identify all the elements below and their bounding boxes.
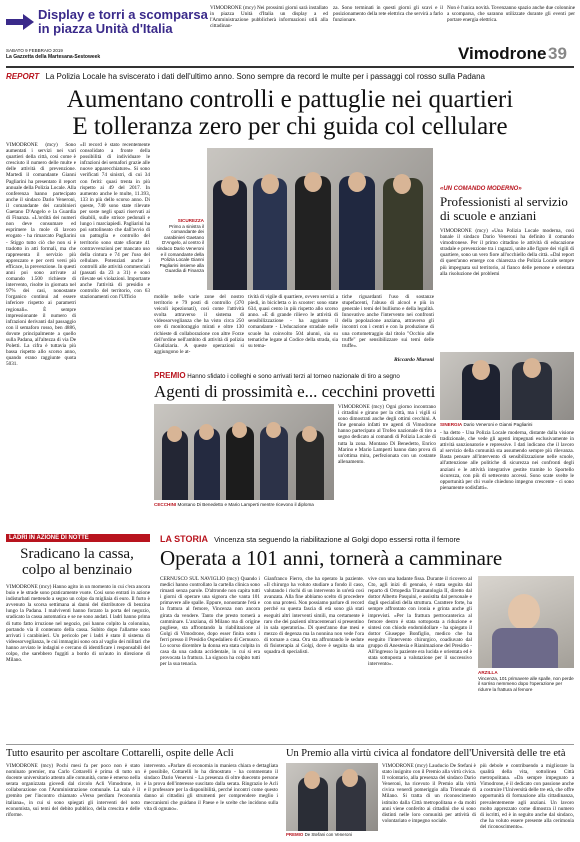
side-title[interactable]: Professionisti al servizio di scuole e anziani [440,194,568,223]
report-title-line-1: Aumentano controlli e pattuglie nei quartieri [66,86,514,113]
side-caption-text: Dario Veneroni e Gianni Pagliarini [463,422,533,427]
storia-kicker [160,534,574,545]
section-name[interactable]: Vimodrone [458,44,547,63]
issue-date: SABATO 9 FEBBRAIO 2019 [6,48,63,53]
masthead-rule [6,66,574,68]
premio-kicker [154,372,436,381]
teaser-body-3: Non è l'unica novità. Tovenzanno spazio anche due colonnine a scomparsa, che saranno utilizzate durante gli eventi per portare energia elettrica. [447,5,575,24]
report-caption-text: Primo a sinistra il comandante dei carabinieri Gaetano D'Angelo, al centro il sindaco Dario Veneroni e il comandante della Polizia Locale Gianni Pagliarini insieme alla Guardia di Finanza [156,223,204,274]
teaser-body-2: za. Sono terminati in questi giorni gli scavi e il posizionamento della rete elettrica che servirà a farlo funzionare. [333,5,443,24]
premio-kicker-label: PREMIO [154,371,186,380]
teaser-arrow-icon [6,14,34,30]
report-body-col5: tiche riguardanti l'uso di sostanze stupefacenti, l'abuso di alcool e più in generale i temi del bullismo e della legalità. Innovativo anche l'intervento nei confronti della popolazione anziana, attraverso gli incontri con i centri e con la produzione di una cortometraggio dal titolo "Occhio alle truffe" per sensibilizzare sui temi delle truffe». [342,294,434,349]
premio-caption-text: Montano Di Benedetto e Mario Lamperti mentre ricevono il diploma [177,502,314,507]
premio2-photo-caption [286,832,378,837]
premio-caption-title: CECCHINI [154,502,177,507]
storia-kicker-label: LA STORIA [160,534,209,544]
storia-photo [478,576,574,668]
storia-body-col2: Gianfranco Fierro, che ha operato la paziente. «Il chirurgo ha voluto studiare a fondo il caso, valutando i rischi di un intervento in un'età così avanzata. Alla fine abbiamo scelto di procedere con una protesi. Non possiamo parlare di record perché su questa fascia di età sono già stati eseguiti altri interventi simili, ma certamente è raro che dei pazienti ultracentenari si presentino in sala operatoria». Di quest'anno due mesi e mezzo di degenza ma la nonnina non vede l'ora di tornare a casa. Ora sta affrontando le sedute di fisioterapia al Golgi, dove è seguita da una squadra di specialisti. [264,576,364,656]
ladri-body: VIMODRONE (mcy) Hanno agito in un momento in cui c'era ancora buio e le strade sono praticamente vuote. Così sono entrati in azione indisturbati mettendo a segno un colpo da migliaia di euro. Il furto è avvenuto la scorsa settimana ai danni del distributore di benzina lungo la Padana. I malviventi hanno forzato la porta del negozio, sradicato la cassa automatica e se ne sono andati. I ladri hanno prima di tutto fatto irruzione nel negozio, poi hanno colpito la colonnina, portando via il contenuto della cassa. Subito dopo l'allarme sono arrivati i carabinieri. Un pericolo per i ladri è stato il sistema di videosorveglianza, le cui immagini sono ora al vaglio dei militari che hanno avviato le indagini e cercano di identificare i responsabili del colpo, che sarebbero fuggiti a bordo di un'auto in direzione di Milano. [6,584,150,664]
report-title-line-2: E tolleranza zero per chi guida col cellulare [72,113,508,140]
teaser-headline[interactable] [38,8,208,36]
page-number: 39 [548,44,567,63]
ladri-title[interactable]: Sradicano la cassa, colpo al benzinaio [20,546,134,578]
premio-kicker-text: Hanno sfidato i colleghi e sono arrivati terzi al torneo nazionale di tiro a segno [187,373,400,380]
report-photo [207,148,433,290]
premio-photo-caption [154,502,354,507]
report-photo-caption [154,218,204,274]
storia-caption-text: Vincenza, 101 primavere alle spalle, non perde il sorriso nemmeno dopo l'operazione per ridurre la frattura al femore [478,675,574,692]
paper-name: La Gazzetta della Martesana-Sestoweek [6,54,101,60]
teaser-body-1: VIMODRONE (mcy) Nei prossimi giorni sarà installato in piazza Unità d'Italia un display a ed l'Amministrazione pubblicherà informazioni utili alla cittadinan- [210,5,328,30]
premio2-body-col1: VIMODRONE (mcy) Lauducio De Stefani è stato insignito con il Premio alla virtù civica. Il volontario, alla presenza del sindaco Dario Veneroni, ha ricevuto il Premio alla virtù civica venerdì pomeriggio alla Triennale di Milano. Si tratta di un riconoscimento istituito dalla Città metropolitana e da molti anni viene conferito ai cittadini che si sono distinti nelle loro comunità per attività di volontariato e impegno sociale. [382,763,476,824]
premio2-caption-text: De Stefani con Veneroni [304,832,352,837]
premio-photo [154,404,334,500]
side-body-2: - ha detto - Una Polizia Locale moderna, distante dalla visione tradizionale, che vede gli agenti impegnati esclusivamente in attività sanzionatorie e repressive. I dati indicano che il lavoro al servizio della comunità sta assumendo sempre più rilevanza. Basta pensare all'intervento di sensibilizzazione nelle scuole, all'attenzione alle politiche di sicurezza nei confronti degli anziani e le attività integrative gestite tramite lo Sportello sicurezza, con più di settecento accessi. Sono scate svelte le opportunità per chi vuole chiedono impegno crescente - ci sono pienamente sodisfatti». [440,430,574,491]
side-body-1: VIMODRONE (mcy) «Una Polizia Locale moderna, così banale il sindaco Dario Veneroni ha definito il comando vimodronese. Per il primo cittadino le attività di educazione stradale e prevenzione tra i ragazzi, unite alle figure dei vigili di quartiere, sono un vero fiore all'occhiello della città. «Dal report di quest'anno emerge con chiarezza che Polizia Locale sempre più impegnata sul territorio, al fianco delle persone e orientata alla risoluzione dei problemi [440,228,574,277]
acli-title[interactable]: Tutto esaurito per ascoltare Cottarelli, ospite delle Acli [6,748,234,759]
acli-body-col2: intervento. «Parlare di economia in maniera chiara e dettagliata è possibile, Cottarelli lo ha dimostrato - ha commentato il sindaco Dario Veneroni - La presenza di oltre duecento persone è la prova dell'interesse suscitato dalla serata. Ringrazio le Acli e il professore per la disponibilità, perché incontri come questo danno ai cittadini gli strumenti per comprendere meglio i meccanismi che guidano il Paese e le scelte che incidono sulla vita di ognuno». [144,763,278,812]
storia-kicker-text: Vincenza sta seguendo la riabilitazione al Golgi dopo essersi rotta il femore [214,535,461,544]
side-photo-caption [440,422,574,427]
storia-title[interactable]: Operata a 101 anni, tornerà a camminare [160,546,503,570]
report-byline: Riccardo Muroni [394,357,434,363]
premio2-photo [286,763,378,831]
premio-body-1: VIMODRONE (mcy) Ogni giorno incontrano i cittadini e girano per la città, ma i vigili si sono dimostrati anche degli ottimi cecchini. A fine gennaio infatti tre agenti di Vimodrone hanno partecipato al Trofeo nazionale di tiro a segno dedicato ai comandi di Polizia Locale di tutta la zona. Montano Di Benedetto, Enrico Marino e Mario Lamperti hanno dato prova di un'ottima mira, perfezionata con un costante allenamento. [338,404,436,465]
storia-photo-caption [478,670,574,692]
report-kicker-text: La Polizia Locale ha sviscerato i dati dell'ultimo anno. Sono sempre da record le multe per i passaggi col rosso sulla Padana [45,72,485,81]
report-body-col3: mobile nelle varie zone del nostro territorio e 79 posti di controllo (370 veicoli ispezionati), così come l'attività svolta attraverso il sistema di videosorveglianza che ha visto circa 250 ore di monitoraggio mirati e oltre 130 richieste di collaborazione con altre Forze dell'ordine nell'ambito di attività di polizia Giudiziaria. A queste operazioni si aggiungono le at- [154,294,244,355]
storia-body-col3: vive con una badante fissa. Durante il ricovero al Cto, agli inizi di gennaio, è stata seguita dal reparto di Ortopedia Traumatologia II, diretto dal dottor Alberto Pasquini, e assistita dal personale e dagli specialisti della struttura. Carattere forte, ha sempre affrontato con ironia e grinta anche gli imprevisti. «Per la frattura pertrocanterica al femore destro è stata sottoposta a riduzione e sintesi con chiodo endomidollare - ha spiegato il dottor Giuseppe Bonfiglio, medico che ha eseguito l'intervento chirurgico, coadiuvato dal gruppo di Anestesia e Rianimazione del Presidio - All'ingresso la paziente era lucida e orientata ed è stata sottoposta a valutazione per il successivo intervento». [368,576,472,668]
side-caption-title: SINERGIA [440,422,463,427]
report-body-col2: «Il record è stato recentemente consolidato a fronte della possibilità di individuare le infrazioni dei semafori grazie alle nuove apparecchiature». Si sono verificati 74 sinistri, di cui 34 con feriti: quasi trenta in più rispetto ai 49 del 2017. In aumento anche le multe, 11.393, 133 in più dello scorso anno. Di queste, 740 sono state rilevate per soste negli spazi riservati ai disabili, sulle strisce pedonali e lungo i marciapiedi. Pagliarini ha poi sottolineato che dall'avvio di un pattuglia e controllo del territorio sono state sfiorate 41 contravvenzioni per mancato uso della cintura e 74 per l'uso del cellulare. Potenziati anche i controlli alle attività commerciali (passati da 23 a 31) e sono rilevate sei violazioni. Importante anche l'attività di presidio e controllo del territorio, con 63 stazionamenti con l'Ufficio [80,142,150,301]
premio-title[interactable]: Agenti di prossimità e... cecchini provetti [154,382,436,401]
report-body-col4: tività di vigile di quartiere, ovvero servizi a piedi, in bicicletta o in scooter: sono state 634, quasi cento in più rispetto allo scorso anno. «E di grande rilievo le attività di sensibilizzazione - ha aggiunto il comandante - L'educazione stradale nelle scuole ha coinvolto 504 alunni, sia su tematiche legate al Codice della strada, sia su tema- [248,294,338,349]
premio2-caption-title: PREMIO [286,832,304,837]
bottom-rule [6,744,574,745]
teaser-line-2: in piazza Unità d'Italia [38,21,173,36]
storia-caption-title: ARZILLA [478,670,498,675]
report-kicker-label: REPORT [6,72,40,81]
report-caption-title: SICUREZZA [177,218,204,223]
premio2-title[interactable]: Un Premio alla virtù civica al fondatore dell'Università delle tre età [286,748,566,759]
side-kicker: «UN COMANDO MODERNO» [440,186,522,192]
storia-body-col1: CERNUSCO SUL NAVIGLIO (mcy) Quando i medici hanno controllato la cartella clinica sono rimasti senza parole. D'altronde non capita tutti i giorni di operare una signora che vanta 101 primavere alle spalle. Eppure, nonostante l'età e la frattura al femore, Vincenza non ancora girata da vendere. Tanto che presto tornerà a camminare. L'anziana, di Milano ma di origine pugliese, sta affrontando la riabilitazione al Golgi di Vimodrone, dopo esser finita sotto i ferri presso il Presidio Ospedaliero di Cernusco. Lo scorso dicembre la donna era stata colpita in casa da una caduta accidentale, in cui si era provocata la frattura. La signora ha colpito tutti per la sua tenacia. [160,576,260,668]
report-kicker [6,72,574,82]
report-title[interactable] [6,86,574,140]
teaser-line-1: Display e torri a scomparsa [38,7,208,22]
acli-body-col1: VIMODRONE (mcy) Pochi mesi fa per poco non è stato nominato premier, ma Carlo Cottarelli è prima di tutto un docente universitario attento alle comunità, come è emerso nella serata organizzata giovedì dal circolo Acli Vimodrone, in collaborazione con l'Amministrazione comunale. La sala è il gremito per l'incontro chiamato «Verso perdiam l'economia italiana», in cui si sono spiegati gli interventi del noto economista, sui temi del debito pubblico, della crescita e delle riforme. [6,763,140,818]
report-body-col1: VIMODRONE (mcy) Sono aumentati i servizi nei vari quartieri della città, così come è cresciuto il numero delle multe e delle attività di prevenzione. Martedì il comandante Gianni Pagliarini ha presentato il report annuale della Polizia Locale. Alla conferenza hanno partecipato anche il sindaco Dario Veneroni, il comandante dei carabinieri Gaetano D'Angelo e la Guardia di Finanza. «L'orditá dei numeri non deve consumare ed esprimere la mole di lavoro erogato - ha rimarcato Pagliarini - Stiggo tutto ciò che non si è tradotto in atti formali, ma che rappresenta il servizio più apprezzato e per certi versi più efficace, la prevenzione. In questi anni poi sono arrivate al comando 1.500 richieste di intervento, risolte in giornata nel 97% dei casi, nonostante l'organico continui ad essere inferiore rispetto ai parametri regionali». È sempre impressionante il numero di infrazioni derivanti dal passaggio con il semaforo rosso, ben 4886, dovute principalmente a quello sulla Padana, all'altezza di via De Poletti. La cifra è tuttavia più bassa rispetto allo scorso anno, quando erano raggiunte quota 5031. [6,142,76,368]
premio2-body-col2: più debole e contribuendo a migliorare la qualità della vita, sottolinea Città metropolitana. «Da sempre impegnato a Vimodrone, è il dedicato con passione anche a costruire l'Università delle tre età, che offre opportunità di formazione alla cittadinanza, prevalentemente agli anziani. Un lavoro molto apprezzato come dimostra il numero di iscritti, ed è in seguito anche dal sindaco, che ha voluto essere presente alla cerimonia del riconoscimento». [480,763,574,830]
ladri-kicker: LADRI IN AZIONE DI NOTTE [6,534,150,542]
